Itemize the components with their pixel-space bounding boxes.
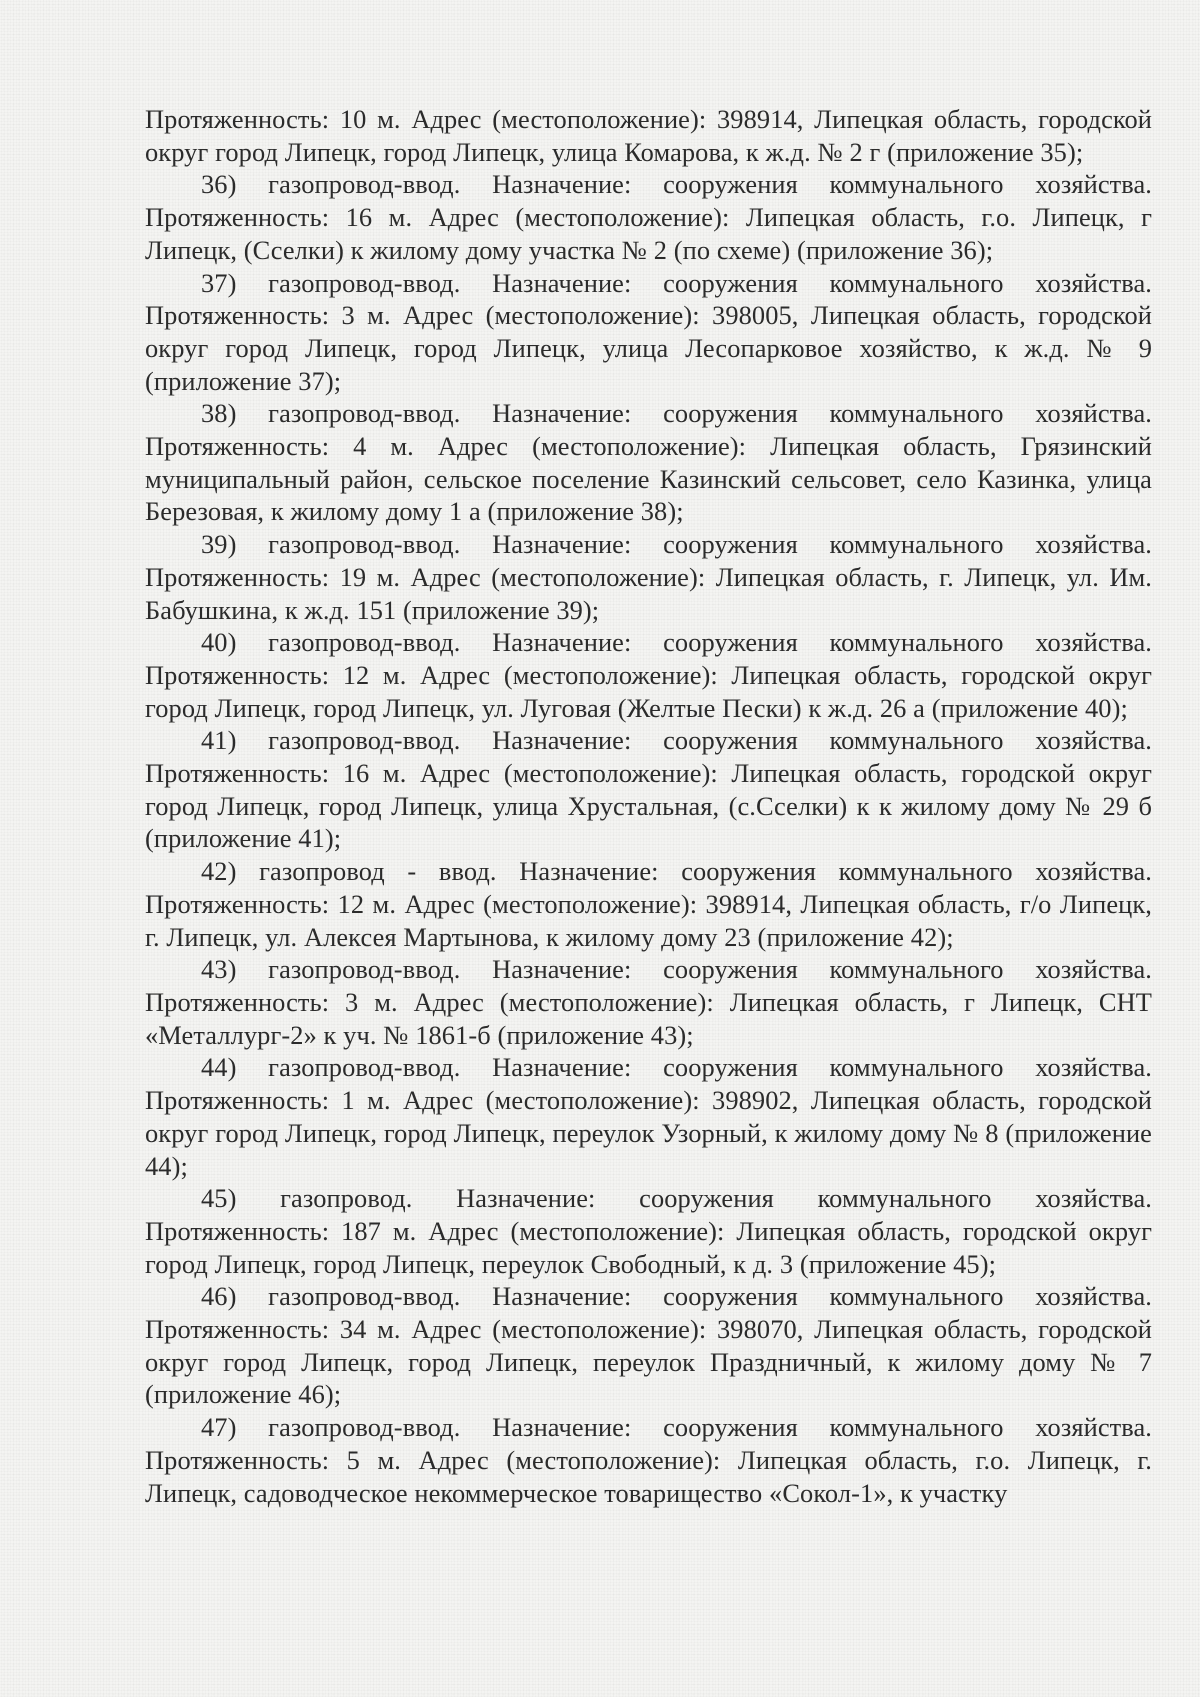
- list-item-41: 41) газопровод-ввод. Назначение: сооружения коммунального хозяйства. Протяженность: 16 м. Адрес (местоположение): Липецкая область, городской округ город Липецк, город Липецк, улица Хрустальная, (с.Сселки) к к жилому дому № 29 б (приложение 41);: [145, 725, 1152, 854]
- list-item-45: 45) газопровод. Назначение: сооружения коммунального хозяйства. Протяженность: 187 м. Адрес (местоположение): Липецкая область, городской округ город Липецк, город Липецк, переулок Свободный, к д. 3 (приложение 45);: [145, 1183, 1152, 1279]
- paragraph-continuation: Протяженность: 10 м. Адрес (местоположение): 398914, Липецкая область, городской округ город Липецк, город Липецк, улица Комарова, к ж.д. № 2 г (приложение 35);: [145, 104, 1152, 167]
- list-item-44: 44) газопровод-ввод. Назначение: сооружения коммунального хозяйства. Протяженность: 1 м. Адрес (местоположение): 398902, Липецкая область, городской округ город Липецк, город Липецк, переулок Узорный, к жилому дому № 8 (приложение 44);: [145, 1052, 1152, 1181]
- list-item-46: 46) газопровод-ввод. Назначение: сооружения коммунального хозяйства. Протяженность: 34 м. Адрес (местоположение): 398070, Липецкая область, городской округ город Липецк, город Липецк, переулок Праздничный, к жилому дому № 7 (приложение 46);: [145, 1281, 1152, 1410]
- list-item-36: 36) газопровод-ввод. Назначение: сооружения коммунального хозяйства. Протяженность: 16 м. Адрес (местоположение): Липецкая область, г.о. Липецк, г Липецк, (Сселки) к жилому дому участка № 2 (по схеме) (приложение 36);: [145, 169, 1152, 265]
- list-item-43: 43) газопровод-ввод. Назначение: сооружения коммунального хозяйства. Протяженность: 3 м. Адрес (местоположение): Липецкая область, г Липецк, СНТ «Металлург-2» к уч. № 1861-б (приложение 43);: [145, 954, 1152, 1050]
- list-item-39: 39) газопровод-ввод. Назначение: сооружения коммунального хозяйства. Протяженность: 19 м. Адрес (местоположение): Липецкая область, г. Липецк, ул. Им. Бабушкина, к ж.д. 151 (приложение 39);: [145, 529, 1152, 625]
- list-item-42: 42) газопровод - ввод. Назначение: сооружения коммунального хозяйства. Протяженность: 12 м. Адрес (местоположение): 398914, Липецкая область, г/о Липецк, г. Липецк, ул. Алексея Мартынова, к жилому дому 23 (приложение 42);: [145, 856, 1152, 952]
- list-item-47: 47) газопровод-ввод. Назначение: сооружения коммунального хозяйства. Протяженность: 5 м. Адрес (местоположение): Липецкая область, г.о. Липецк, г. Липецк, садоводческое некоммерческое товарищество «Сокол-1», к участку: [145, 1412, 1152, 1508]
- list-item-37: 37) газопровод-ввод. Назначение: сооружения коммунального хозяйства. Протяженность: 3 м. Адрес (местоположение): 398005, Липецкая область, городской округ город Липецк, город Липецк, улица Лесопарковое хозяйство, к ж.д. № 9 (приложение 37);: [145, 267, 1152, 396]
- list-item-38: 38) газопровод-ввод. Назначение: сооружения коммунального хозяйства. Протяженность: 4 м. Адрес (местоположение): Липецкая область, Грязинский муниципальный район, сельское поселение Казинский сельсовет, село Казинка, улица Березовая, к жилому дому 1 а (приложение 38);: [145, 398, 1152, 527]
- document-body: [145, 103, 1152, 1509]
- list-item-40: 40) газопровод-ввод. Назначение: сооружения коммунального хозяйства. Протяженность: 12 м. Адрес (местоположение): Липецкая область, городской округ город Липецк, город Липецк, ул. Луговая (Желтые Пески) к ж.д. 26 а (приложение 40);: [145, 627, 1152, 723]
